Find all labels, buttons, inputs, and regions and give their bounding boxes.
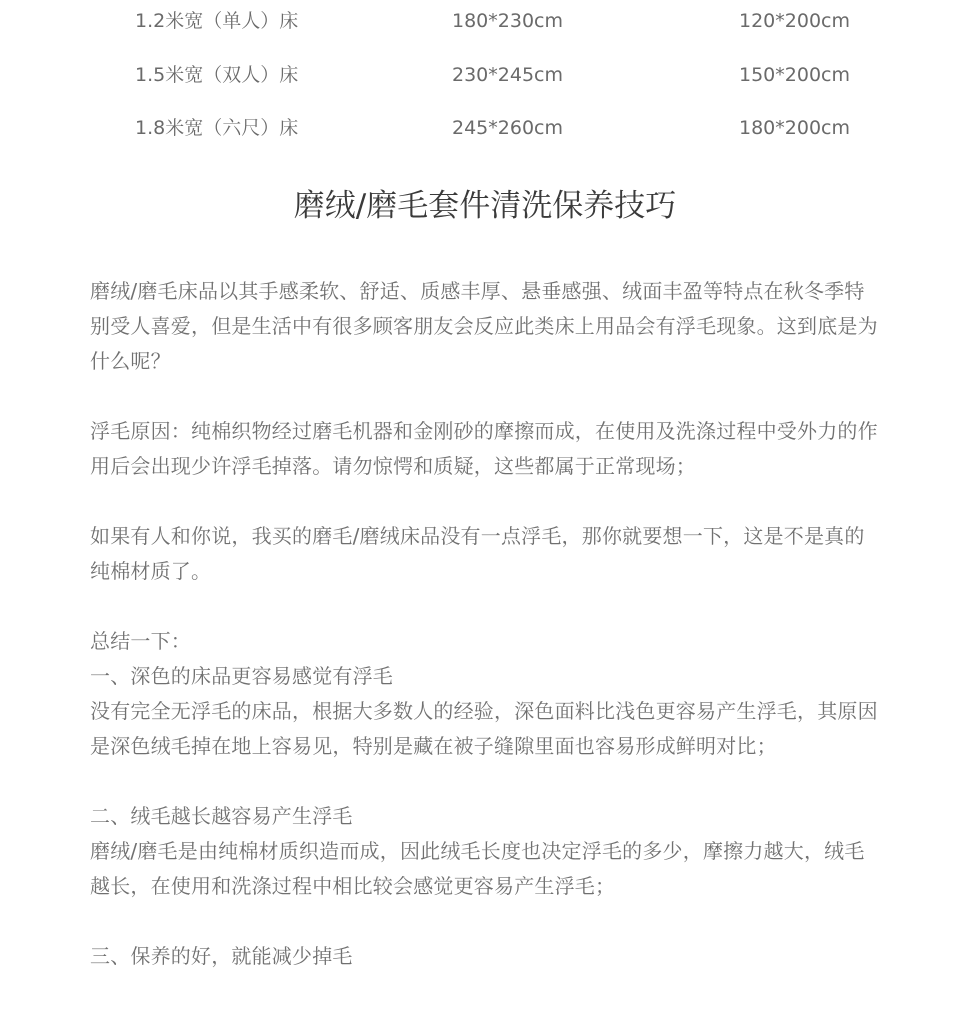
note-paragraph: 如果有人和你说，我买的磨毛/磨绒床品没有一点浮毛，那你就要想一下，这是不是真的纯棉材质了。 [90,524,865,583]
size-row [0,60,970,90]
bed-width-cell: 1.2米宽（单人）床 [135,10,299,32]
point-2-title: 二、绒毛越长越容易产生浮毛 [90,804,353,828]
point-2-body: 磨绒/磨毛是由纯棉材质织造而成，因此绒毛长度也决定浮毛的多少，摩擦力越大，绒毛越长，在使用和洗涤过程中相比较会感觉更容易产生浮毛； [90,839,865,898]
size-row [0,6,970,36]
summary-block [90,624,882,764]
cause-paragraph: 浮毛原因：纯棉织物经过磨毛机器和金刚砂的摩擦而成，在使用及洗涤过程中受外力的作用后会出现少许浮毛掉落。请勿惊愕和质疑，这些都属于正常现场； [90,419,878,478]
fitted-size-cell: 150*200cm [739,64,850,86]
fitted-size-cell: 120*200cm [739,10,850,32]
flat-sheet-size-cell: 180*230cm [452,10,563,32]
care-article [90,274,882,1009]
point-2-block [90,799,882,904]
section-title: 磨绒/磨毛套件清洗保养技巧 [293,188,677,224]
intro-paragraph: 磨绒/磨毛床品以其手感柔软、舒适、质感丰厚、悬垂感强、绒面丰盈等特点在秋冬季特别受人喜爱，但是生活中有很多顾客朋友会反应此类床上用品会有浮毛现象。这到底是为什么呢？ [90,279,878,373]
size-row [0,113,970,143]
point-1-body: 没有完全无浮毛的床品，根据大多数人的经验，深色面料比浅色更容易产生浮毛，其原因是深色绒毛掉在地上容易见，特别是藏在被子缝隙里面也容易形成鲜明对比； [90,699,878,758]
point-1-title: 一、深色的床品更容易感觉有浮毛 [90,664,393,688]
summary-label: 总结一下： [90,629,191,653]
flat-sheet-size-cell: 230*245cm [452,64,563,86]
point-3-block [90,939,882,974]
fitted-size-cell: 180*200cm [739,117,850,139]
bed-width-cell: 1.5米宽（双人）床 [135,64,299,86]
point-3-title: 三、保养的好，就能减少掉毛 [90,944,353,968]
flat-sheet-size-cell: 245*260cm [452,117,563,139]
bed-width-cell: 1.8米宽（六尺）床 [135,117,299,139]
